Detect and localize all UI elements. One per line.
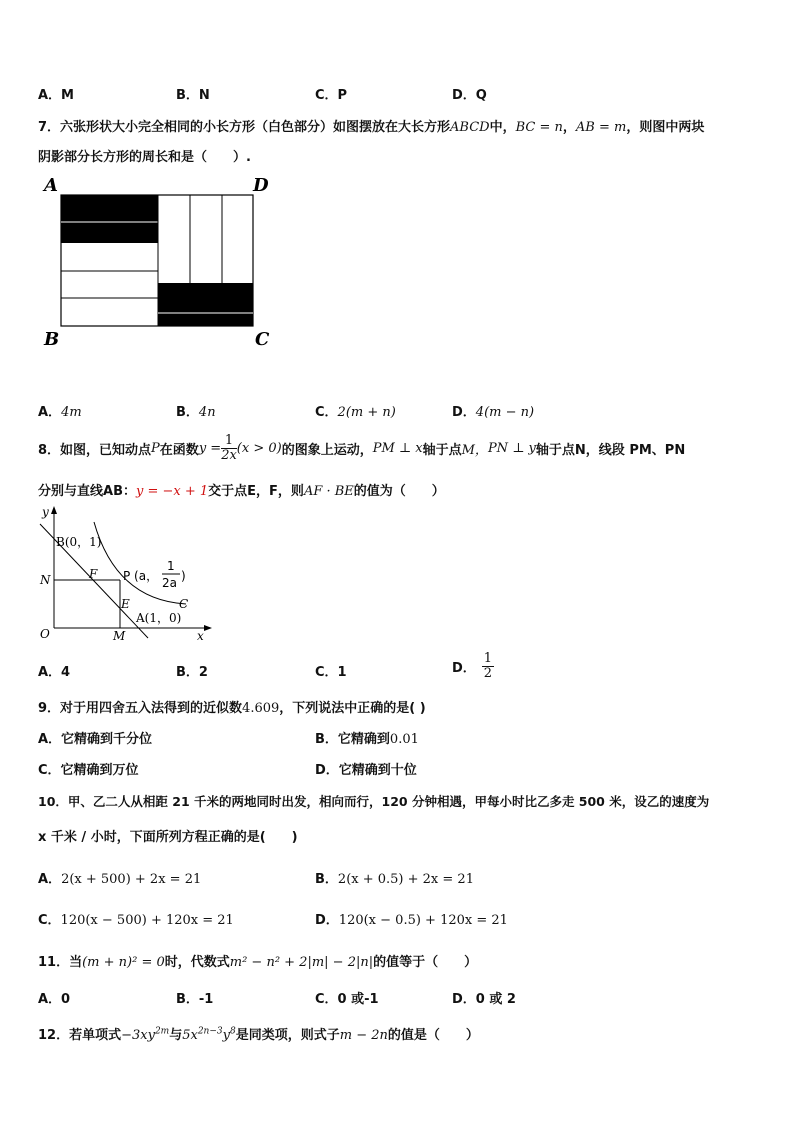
q8-text-a: 8．如图，已知动点 <box>38 443 152 458</box>
shaded-rect-bottom-right <box>158 283 253 326</box>
q8-text-e: 轴于点 <box>535 443 575 458</box>
x-label: x <box>197 629 204 643</box>
q10-option-a-label: A． <box>38 872 62 887</box>
q7-option-b[interactable] <box>176 401 216 420</box>
q8-text-d: 轴于点 <box>422 443 462 458</box>
q8-text-g: 交于点 <box>208 484 248 499</box>
q10-stem-line2: x 千米 / 小时，下面所列方程正确的是( ) <box>38 830 298 845</box>
q7-option-a[interactable] <box>38 401 82 420</box>
q8-stem-line1 <box>38 434 685 463</box>
point-f-label: F <box>89 567 98 581</box>
q8-ef: E，F，则 <box>247 484 304 499</box>
q8-func-num: 1 <box>221 434 237 449</box>
q7-option-a-label: A． <box>38 405 62 420</box>
q7-option-c[interactable] <box>315 401 396 420</box>
q7-option-d[interactable] <box>452 401 534 420</box>
q10-option-b-value: 2(x + 0.5) + 2x = 21 <box>337 872 474 887</box>
point-p-frac-den: 2a <box>162 576 177 590</box>
q12-text-c: 是同类项，则式子 <box>235 1028 340 1043</box>
q12-text-d: 的值是（ ） <box>387 1028 479 1043</box>
q8-func-fraction <box>221 434 237 463</box>
q9-option-a[interactable]: A．它精确到千分位 <box>38 732 153 747</box>
q8-stem-line2 <box>38 480 445 499</box>
q8-point-p: P <box>151 441 160 456</box>
q8-option-c[interactable]: C．1 <box>315 665 347 680</box>
q8-option-d[interactable] <box>452 652 494 681</box>
point-b-label: B(0，1) <box>56 535 102 549</box>
q6-option-c[interactable]: C．P <box>315 88 348 103</box>
q11-text-b: 时，代数式 <box>164 955 230 970</box>
q7-option-c-value: 2(m + n) <box>337 405 396 420</box>
q8-text-b: 在函数 <box>159 443 199 458</box>
shaded-rect-top-left <box>61 195 158 243</box>
point-e-label: E <box>121 597 130 611</box>
q10-option-d[interactable] <box>315 909 508 928</box>
q12-mono2-exp2: 8 <box>229 1026 236 1037</box>
point-p-frac-num: 1 <box>167 559 175 573</box>
q8-line-eq: y = −x + 1 <box>136 484 209 499</box>
q12-mono1-exp: 2m <box>154 1026 170 1037</box>
q11-option-c[interactable]: C．0 或-1 <box>315 992 379 1007</box>
q7-stem-line1 <box>38 116 704 135</box>
q10-option-c-value: 120(x − 500) + 120x = 21 <box>60 913 234 928</box>
label-b: B <box>44 329 60 350</box>
q9-option-b-value: 0.01 <box>389 732 419 747</box>
q9-option-b[interactable] <box>315 728 419 747</box>
q7-comma: ， <box>562 120 576 135</box>
q8-func-cond: (x > 0) <box>236 441 282 456</box>
q12-text-b: 与 <box>169 1028 183 1043</box>
q6-option-b[interactable]: B．N <box>176 88 210 103</box>
q11-text-c: 的值等于（ ） <box>373 955 478 970</box>
q8-option-a[interactable]: A．4 <box>38 665 71 680</box>
q12-mono2: 5x <box>182 1028 198 1043</box>
label-a: A <box>44 175 58 196</box>
q8-ab: AB： <box>103 484 136 499</box>
q8-option-d-den: 2 <box>483 666 493 681</box>
q10-option-d-label: D． <box>315 913 339 928</box>
q9-stem <box>38 697 426 716</box>
q8-graph-figure <box>36 500 216 648</box>
q12-mono1: −3xy <box>121 1028 155 1043</box>
q11-text-a: 11．当 <box>38 955 83 970</box>
q9-number: 4.609 <box>242 701 280 716</box>
q7-text-c: ，则图中两块 <box>626 120 705 135</box>
q10-option-b[interactable] <box>315 868 474 887</box>
q12-mono2-exp1: 2n−3 <box>197 1026 223 1037</box>
point-m-label: M <box>113 629 126 643</box>
q7-rectangle-figure <box>38 170 278 350</box>
q10-option-b-label: B． <box>315 872 338 887</box>
q7-option-c-label: C． <box>315 405 338 420</box>
q6-option-d[interactable]: D．Q <box>452 88 487 103</box>
q10-option-c-label: C． <box>38 913 61 928</box>
curve-c-label: C <box>179 597 189 611</box>
q10-stem-line1: 10．甲、乙二人从相距 21 千米的两地同时出发，相向而行，120 分钟相遇，甲每小时比乙多走 500 米，设乙的速度为 <box>38 794 710 809</box>
q11-option-d[interactable]: D．0 或 2 <box>452 992 516 1007</box>
q9-text-b: ，下列说法中正确的是( ) <box>279 701 426 716</box>
q8-text-h: 的值为（ ） <box>353 484 445 499</box>
q11-option-a[interactable]: A．0 <box>38 992 71 1007</box>
q12-mono2-y: y <box>222 1028 230 1043</box>
q8-m: M， <box>461 443 488 458</box>
q6-option-a[interactable]: A．M <box>38 88 74 103</box>
q8-text-c: 的图象上运动， <box>281 443 373 458</box>
q9-option-b-label: B．它精确到 <box>315 732 390 747</box>
q8-option-d-fraction <box>482 652 494 681</box>
point-p-close: ) <box>181 569 186 583</box>
point-a-label: A(1，0) <box>136 611 182 625</box>
q8-func-lhs: y = <box>198 441 222 456</box>
q11-stem <box>38 951 477 970</box>
q8-func-den: 2x <box>221 448 237 463</box>
q7-abcd: ABCD <box>450 120 490 135</box>
q7-option-b-value: 4n <box>198 405 216 420</box>
q10-option-d-value: 120(x − 0.5) + 120x = 21 <box>338 913 508 928</box>
q10-option-a-value: 2(x + 500) + 2x = 21 <box>61 872 202 887</box>
q9-text-a: 9．对于用四舍五入法得到的近似数 <box>38 701 243 716</box>
origin-label: O <box>40 627 50 641</box>
q8-option-d-label: D． <box>452 661 476 676</box>
q7-text-b: 中， <box>489 120 516 135</box>
q8-n: N，线段 PM、PN <box>574 443 686 458</box>
q8-pn-perp: PN ⊥ y <box>487 441 536 456</box>
q11-option-b[interactable]: B．-1 <box>176 992 214 1007</box>
q12-stem <box>38 1024 479 1043</box>
q9-option-c[interactable]: C．它精确到万位 <box>38 763 139 778</box>
q7-option-d-value: 4(m − n) <box>475 405 535 420</box>
label-c: C <box>255 329 270 350</box>
q9-option-d[interactable]: D．它精确到十位 <box>315 763 417 778</box>
q11-expression: m² − n² + 2|m| − 2|n| <box>229 955 374 970</box>
q7-option-d-label: D． <box>452 405 476 420</box>
q7-stem-line2: 阴影部分长方形的周长和是（ ）. <box>38 150 251 165</box>
q10-option-a[interactable] <box>38 868 201 887</box>
q11-condition: (m + n)² = 0 <box>82 955 165 970</box>
q7-text-a: 7．六张形状大小完全相同的小长方形（白色部分）如图摆放在大长方形 <box>38 120 451 135</box>
q12-text-a: 12．若单项式 <box>38 1028 122 1043</box>
q8-text-f: 分别与直线 <box>38 484 104 499</box>
q8-product: AF · BE <box>303 484 354 499</box>
q8-option-d-num: 1 <box>483 651 493 666</box>
y-axis-arrow <box>51 506 57 514</box>
q12-expression: m − 2n <box>339 1028 388 1043</box>
x-axis-arrow <box>204 625 212 631</box>
q7-ab: AB = m <box>575 120 627 135</box>
q7-option-a-value: 4m <box>61 405 82 420</box>
q8-option-b[interactable]: B．2 <box>176 665 208 680</box>
q7-bc: BC = n <box>515 120 563 135</box>
point-p-label: P (a， <box>123 569 159 583</box>
point-n-label: N <box>40 573 51 587</box>
q10-option-c[interactable] <box>38 909 234 928</box>
y-label: y <box>42 505 49 519</box>
q8-pm-perp: PM ⊥ x <box>372 441 423 456</box>
label-d: D <box>253 175 269 196</box>
q7-option-b-label: B． <box>176 405 199 420</box>
